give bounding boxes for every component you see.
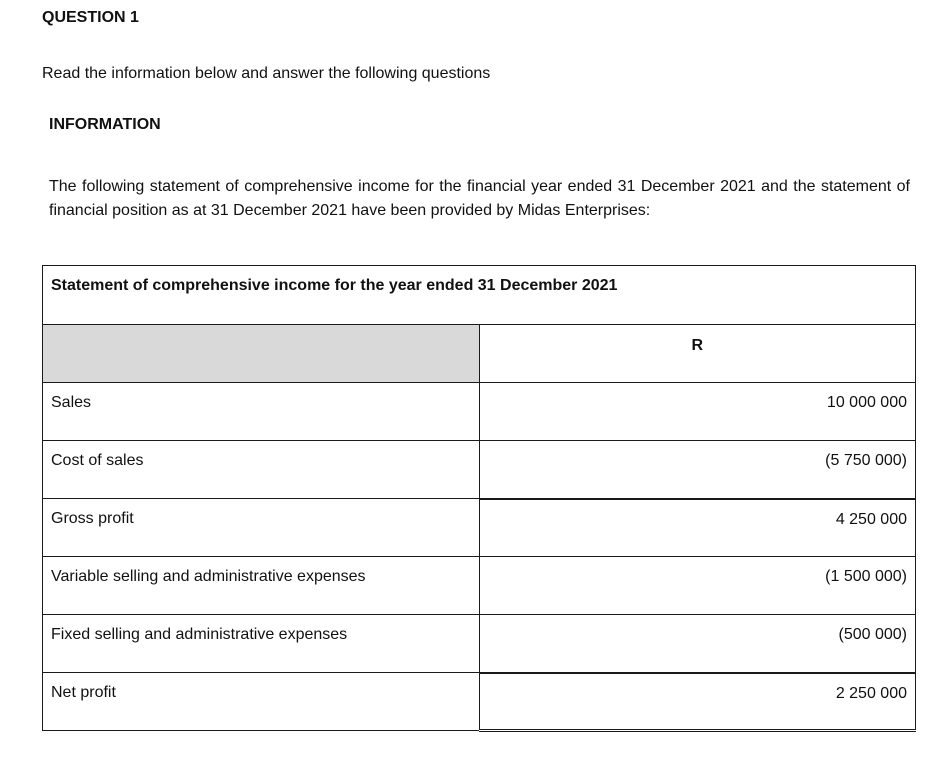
table-row [43, 557, 916, 615]
table-row [43, 615, 916, 673]
table-row [43, 673, 916, 731]
table-row [43, 383, 916, 441]
table-title-row [43, 266, 916, 325]
row-amount-sales: 10 000 000 [479, 383, 916, 441]
row-amount-gross-profit: 4 250 000 [479, 499, 916, 557]
income-statement-table [42, 265, 916, 732]
intro-paragraph: The following statement of comprehensive income for the financial year ended 31 December 2021 and the statement of financial position as at 31 December 2021 have been provided by Midas Enterprises: [49, 178, 910, 219]
header-label-cell [43, 325, 480, 383]
row-label-fixed-expenses: Fixed selling and administrative expenses [43, 615, 480, 673]
row-amount-net-profit: 2 250 000 [479, 673, 916, 731]
currency-header: R [479, 325, 916, 383]
table-row [43, 441, 916, 499]
information-heading: INFORMATION [49, 116, 161, 133]
row-amount-cost-of-sales: (5 750 000) [479, 441, 916, 499]
table-header-row [43, 325, 916, 383]
row-amount-variable-expenses: (1 500 000) [479, 557, 916, 615]
instruction-text: Read the information below and answer the following questions [42, 65, 491, 82]
row-label-net-profit: Net profit [43, 673, 480, 731]
table-row [43, 499, 916, 557]
row-label-gross-profit: Gross profit [43, 499, 480, 557]
question-heading: QUESTION 1 [42, 9, 139, 26]
row-label-variable-expenses: Variable selling and administrative expenses [43, 557, 480, 615]
row-amount-fixed-expenses: (500 000) [479, 615, 916, 673]
statement-title: Statement of comprehensive income for the year ended 31 December 2021 [43, 266, 916, 325]
row-label-cost-of-sales: Cost of sales [43, 441, 480, 499]
row-label-sales: Sales [43, 383, 480, 441]
